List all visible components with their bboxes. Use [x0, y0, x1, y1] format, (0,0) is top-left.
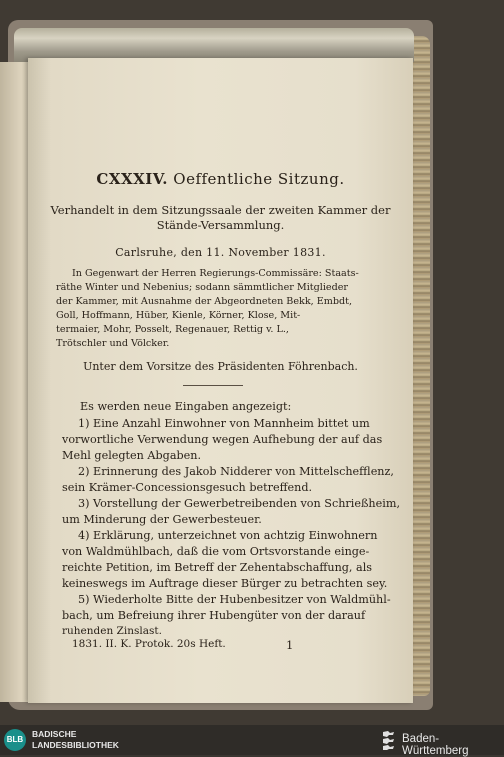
library-name-line-1: BADISCHE: [32, 729, 77, 739]
session-heading: [28, 170, 413, 188]
book-top-edge: [14, 28, 414, 62]
page-number: 1: [286, 638, 294, 652]
body-line: ruhenden Zinslast.: [62, 625, 162, 637]
body-line: reichte Petition, im Betreff der Zehentabschaffung, als: [62, 561, 373, 574]
body-line: von Waldmühlbach, daß die vom Ortsvorstande einge-: [62, 545, 370, 558]
body-line: vorwortliche Verwendung wegen Aufhebung der auf das: [62, 433, 383, 446]
presence-line: Goll, Hoffmann, Hüber, Kienle, Körner, Klose, Mit-: [56, 310, 301, 321]
subtitle-line-2: Stände-Versammlung.: [156, 218, 285, 232]
body-line: Mehl gelegten Abgaben.: [62, 449, 202, 462]
presence-line: Trötschler und Völcker.: [56, 338, 170, 349]
baden-wuerttemberg-lions-icon: [381, 729, 397, 751]
session-number: CXXXIV.: [96, 170, 168, 188]
body-line: keineswegs im Auftrage dieser Bürger zu betrachten sey.: [62, 577, 388, 590]
signature-line: 1831. II. K. Protok. 20s Heft.: [72, 638, 226, 650]
session-title: Oeffentliche Sitzung.: [173, 170, 345, 188]
body-line: 4) Erklärung, unterzeichnet von achtzig Einwohnern: [78, 529, 378, 542]
presence-line: termaier, Mohr, Posselt, Regenauer, Rettig v. L.,: [56, 324, 289, 335]
body-line: um Minderung der Gewerbesteuer.: [62, 513, 262, 526]
chair-line: Unter dem Vorsitze des Präsidenten Föhrenbach.: [83, 360, 358, 373]
left-page-edge: [0, 62, 30, 702]
state-name[interactable]: Baden-Württemberg: [402, 733, 469, 757]
body-line: 5) Wiederholte Bitte der Hubenbesitzer von Waldmühl-: [78, 593, 391, 606]
blb-logo-icon[interactable]: BLB: [4, 729, 26, 751]
library-name-line-2: LANDESBIBLIOTHEK: [32, 740, 119, 750]
divider: [183, 385, 243, 386]
subtitle-line-1: Verhandelt in dem Sitzungssaale der zweiten Kammer der: [50, 203, 391, 217]
date-line: Carlsruhe, den 11. November 1831.: [115, 246, 326, 259]
body-line: bach, um Befreiung ihrer Hubengüter von der darauf: [62, 609, 366, 622]
library-name[interactable]: [32, 729, 119, 751]
book-page: [28, 58, 413, 703]
body-line: 2) Erinnerung des Jakob Nidderer von Mittelschefflenz,: [78, 465, 394, 478]
body-line: sein Krämer-Concessionsgesuch betreffend.: [62, 481, 313, 494]
presence-line: In Gegenwart der Herren Regierungs-Commissäre: Staats-: [72, 268, 359, 279]
body-line: 3) Vorstellung der Gewerbetreibenden von Schrießheim,: [78, 497, 400, 510]
body-line: 1) Eine Anzahl Einwohner von Mannheim bittet um: [78, 417, 370, 430]
body-line: Es werden neue Eingaben angezeigt:: [80, 400, 292, 413]
presence-line: räthe Winter und Nebenius; sodann sämmtlicher Mitglieder: [56, 282, 349, 293]
presence-line: der Kammer, mit Ausnahme der Abgeordneten Bekk, Embdt,: [56, 296, 353, 307]
